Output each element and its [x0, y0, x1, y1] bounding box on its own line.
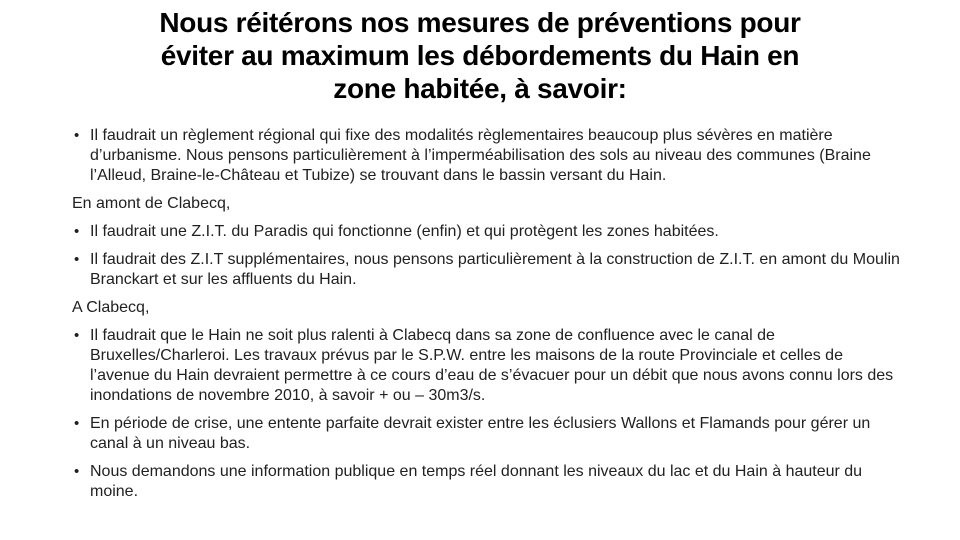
bullet-marker-icon	[74, 414, 79, 434]
bullet-item	[72, 222, 902, 242]
bullet-marker-icon	[74, 222, 79, 242]
bullet-marker-icon	[74, 462, 79, 482]
section-label	[72, 194, 902, 214]
bullet-text: Il faudrait des Z.I.T supplémentaires, nous pensons particulièrement à la construction de Z.I.T. en amont du Moulin Branckart et sur les affluents du Hain.	[90, 251, 900, 288]
slide-title	[0, 0, 960, 105]
bullet-item	[72, 250, 902, 290]
slide-title-line: zone habitée, à savoir:	[333, 73, 627, 104]
bullet-item	[72, 414, 902, 454]
section-label	[72, 298, 902, 318]
bullet-text: Il faudrait que le Hain ne soit plus ralenti à Clabecq dans sa zone de confluence avec le canal de Bruxelles/Charleroi. Les travaux prévus par le S.P.W. entre les maisons de la route Provinciale et celles de l’avenue du Hain devraient permettre à ce cours d’eau de s’évacuer pour un débit que nous avons connu lors des inondations de novembre 2010, à savoir + ou – 30m3/s.	[90, 327, 894, 404]
bullet-marker-icon	[74, 250, 79, 270]
bullet-text: Nous demandons une information publique en temps réel donnant les niveaux du lac et du Hain à hauteur du moine.	[90, 463, 863, 500]
bullet-text: Il faudrait une Z.I.T. du Paradis qui fonctionne (enfin) et qui protègent les zones habitées.	[90, 223, 719, 240]
slide-title-line: éviter au maximum les débordements du Hain en	[160, 40, 800, 71]
bullet-text: Il faudrait un règlement régional qui fixe des modalités règlementaires beaucoup plus sévères en matière d’urbanisme. Nous pensons particulièrement à l’imperméabilisation des sols au niveau des communes (Braine l’Alleud, Braine-le-Château et Tubize) se trouvant dans le bassin versant du Hain.	[90, 127, 871, 184]
bullet-item	[72, 126, 902, 186]
bullet-marker-icon	[74, 126, 79, 146]
slide-body	[72, 126, 902, 502]
bullet-marker-icon	[74, 326, 79, 346]
bullet-item	[72, 326, 902, 406]
section-label-text: En amont de Clabecq,	[72, 195, 231, 212]
bullet-item	[72, 462, 902, 502]
bullet-text: En période de crise, une entente parfaite devrait exister entre les éclusiers Wallons et Flamands pour gérer un canal à un niveau bas.	[90, 415, 871, 452]
section-label-text: A Clabecq,	[72, 299, 150, 316]
slide-title-line: Nous réitérons nos mesures de préventions pour	[159, 7, 801, 38]
